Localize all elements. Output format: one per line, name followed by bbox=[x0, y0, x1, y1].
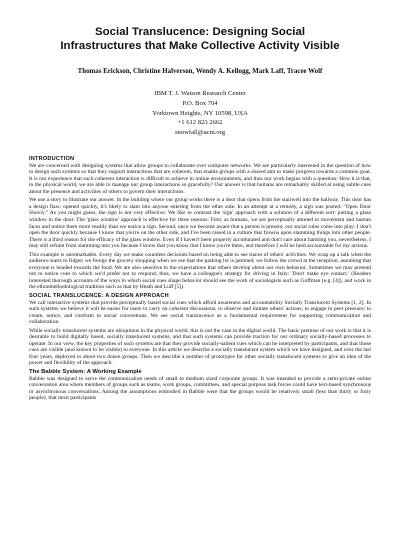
affiliation-city: Yorktown Heights, NY 10598, USA bbox=[152, 109, 248, 117]
intro-paragraph-2: We use a story to illustrate our answer. In the building where our group works there is a door that opens from the stairwell into the hallway. This door has a design flaw: opened quickly, it's likely to slam into anyone entering from the other side. In an attempt at a remedy, a sign was posted: "Open Door Slowly." As you might guess, the sign is not very effective. We like to contrast the 'sign' approach with a solution of a different sort: putting a glass window in the door. The 'glass window' approach is effective for three reasons: First, as humans, we are perceptually attuned to movement and human faces and notice them more readily than we notice a sign. Second, once we become aware that a person is present, our social rules come into play: I don't open the door quickly because I know that you're on the other side, and I've been raised in a culture that frowns upon slamming things into other people. There is a third reason for the efficacy of the glass window. Even if I haven't been properly acculturated and don't care about harming you, nevertheless, I may still refrain from slamming into you because I know that you know that I know you're there, and therefore I will be held accountable for my actions. bbox=[29, 197, 371, 250]
affiliation-phone: +1 612 823 2662 bbox=[177, 119, 223, 127]
paper-page bbox=[0, 26, 400, 544]
affiliation-block bbox=[29, 89, 371, 138]
section-heading-introduction: INTRODUCTION bbox=[29, 155, 75, 162]
paper-title bbox=[29, 26, 371, 53]
affiliation-po-box: P.O. Box 704 bbox=[182, 99, 218, 107]
author-list: Thomas Erickson, Christine Halverson, Wendy A. Kellogg, Mark Laff, Tracee Wolf bbox=[77, 68, 323, 75]
intro-paragraph-1: We are concerned with designing systems that allow groups to collaborate over computer networks. We are particularly interested in the question of how to design such systems so that they support interactions that are coherent, that enable groups with a shared aim to make progress towards a common goal. It is our experience that such coherent interaction is difficult to achieve in online environments, and thus our work begins with a question: How it is that, in the physical world, we are able to manage our group interactions so gracefully? Our answer is that humans are remarkably skilled at using subtle cues about the presence and activities of others to govern their interactions. bbox=[29, 162, 371, 195]
intro-paragraph-3: This example is unremarkable. Every day we make countless decisions based on being able to see traces of others' activities. We wrap up a talk when the audience starts to fidget; we forego the grocery shopping when we see that the parking lot is jammed; we follow the crowd at the reception, assuming that everyone is headed towards the food. We are also sensitive to the expectations that others develop about our own behavior. Sometimes we may pretend not to notice cues to which we'd prefer not to respond; thus, we have a colleague's strategy for driving in Italy: 'Don't make eye contact.' (Readers interested thorough accounts of the ways in which social cues shape behavior should see the work of sociologists such as Goffman (e.g. [4]), and work in the ethnomethodological tradition such as that by Heath and Luff [5]). bbox=[29, 251, 371, 291]
section-heading-design-approach: SOCIAL TRANSLUCENCE: A DESIGN APPROACH bbox=[29, 292, 169, 299]
design-paragraph-1: We call interactive systems that provide perceptually based social cues which afford awareness and accountability Socially Translucent Systems [1, 2]. In such systems we believe it will be easier for users to carry on coherent discussions; to observe and imitate others' actions; to engage in peer pressure; to create, notice, and conform to social conventions. We see social translucence as a fundamental requirement for supporting communication and collaboration. bbox=[29, 299, 371, 326]
title-line-1: Social Translucence: Designing Social bbox=[94, 26, 306, 38]
design-paragraph-2: While socially translucent systems are ubiquitous in the physical world, this is not the case in the digital world. The basic premise of our work is that it is desirable to build digitally based, socially translucent systems, and that such systems can provide traction for our ordinary socially-based processes to operate. In our view, the key properties of such systems are that they provide socially-salient cues which can be interpreted by participants, and that those cues are visible (and known to be visible) to everyone. In this article we describe a socially translucent system which we have designed, and over the last four years, deployed to about two dozen groups. Then we describe a number of prototypes for other socially translucent systems to give an idea of the power and flexibility of the approach. bbox=[29, 327, 371, 367]
affiliation-org: IBM T. J. Watson Research Center bbox=[154, 90, 246, 97]
subsection-heading-babble: The Babble System: A Working Example bbox=[29, 369, 142, 376]
affiliation-email: snowfall@acm.org bbox=[174, 129, 226, 137]
paper-body bbox=[29, 156, 371, 402]
title-line-2: Infrastructures that Make Collective Activity Visible bbox=[60, 39, 340, 52]
babble-paragraph-1: Babble was designed to serve the communication needs of small to medium sized corporate groups. It was intended to provide a semi-private online conversation area where members of groups such as teams, work groups, committees, and special purpose task forces could have text-based synchronous or asynchronous conversations. Among the assumptions embodied in Babble were that the groups would be relatively small (less than thirty or forty people), that most participants bbox=[29, 375, 371, 402]
